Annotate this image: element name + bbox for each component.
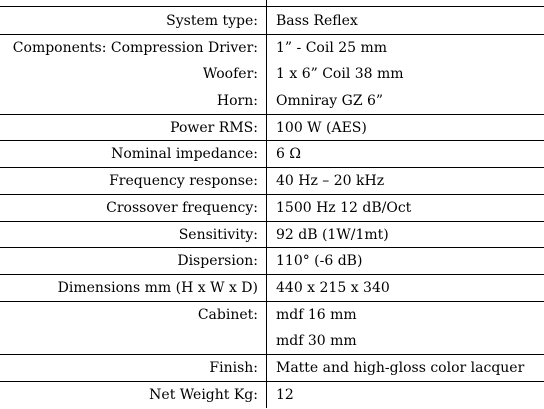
row-value: Omniray GZ 6” bbox=[276, 93, 384, 110]
row-value: mdf 30 mm bbox=[276, 333, 357, 350]
table-row bbox=[0, 61, 544, 88]
row-value: Matte and high-gloss color lacquer bbox=[276, 359, 525, 376]
row-label: System type: bbox=[0, 8, 267, 34]
table-row bbox=[0, 35, 544, 62]
row-value: 100 W (AES) bbox=[276, 119, 367, 136]
row-label: Net Weight Kg: bbox=[0, 382, 267, 409]
table-row bbox=[0, 115, 544, 142]
row-label bbox=[0, 328, 267, 354]
row-value: 6 Ω bbox=[276, 146, 301, 163]
row-value: 440 x 215 x 340 bbox=[276, 279, 390, 296]
row-label: Dimensions mm (H x W x D) bbox=[0, 275, 267, 301]
table-row bbox=[0, 248, 544, 275]
row-value: 40 Hz – 20 kHz bbox=[276, 173, 385, 190]
row-label: Nominal impedance: bbox=[0, 141, 267, 167]
row-label: Sensitivity: bbox=[0, 222, 267, 248]
row-label: Components: Compression Driver: bbox=[0, 35, 267, 62]
row-value: mdf 16 mm bbox=[276, 306, 357, 323]
table-row bbox=[0, 328, 544, 355]
row-label: Crossover frequency: bbox=[0, 195, 267, 221]
row-value: 1” - Coil 25 mm bbox=[276, 39, 388, 56]
column-divider-top bbox=[266, 0, 267, 8]
row-label: Cabinet: bbox=[0, 302, 267, 329]
row-value: 1500 Hz 12 dB/Oct bbox=[276, 199, 412, 216]
row-label: Power RMS: bbox=[0, 115, 267, 141]
row-value: 12 bbox=[276, 386, 294, 403]
table-row bbox=[0, 302, 544, 329]
table-row bbox=[0, 88, 544, 115]
table-row bbox=[0, 222, 544, 249]
row-label: Woofer: bbox=[0, 61, 267, 88]
table-row bbox=[0, 8, 544, 35]
row-value: 1 x 6” Coil 38 mm bbox=[276, 66, 404, 83]
row-label: Finish: bbox=[0, 355, 267, 381]
table-row bbox=[0, 382, 544, 409]
row-value: 92 dB (1W/1mt) bbox=[276, 226, 389, 243]
row-label: Frequency response: bbox=[0, 168, 267, 194]
table-row bbox=[0, 141, 544, 168]
table-row bbox=[0, 168, 544, 195]
table-row bbox=[0, 355, 544, 382]
row-label: Horn: bbox=[0, 88, 267, 114]
spec-table bbox=[0, 8, 544, 408]
table-row bbox=[0, 275, 544, 302]
row-value: 110° (-6 dB) bbox=[276, 253, 363, 270]
table-row bbox=[0, 195, 544, 222]
row-value: Bass Reflex bbox=[276, 13, 358, 29]
row-label: Dispersion: bbox=[0, 248, 267, 274]
